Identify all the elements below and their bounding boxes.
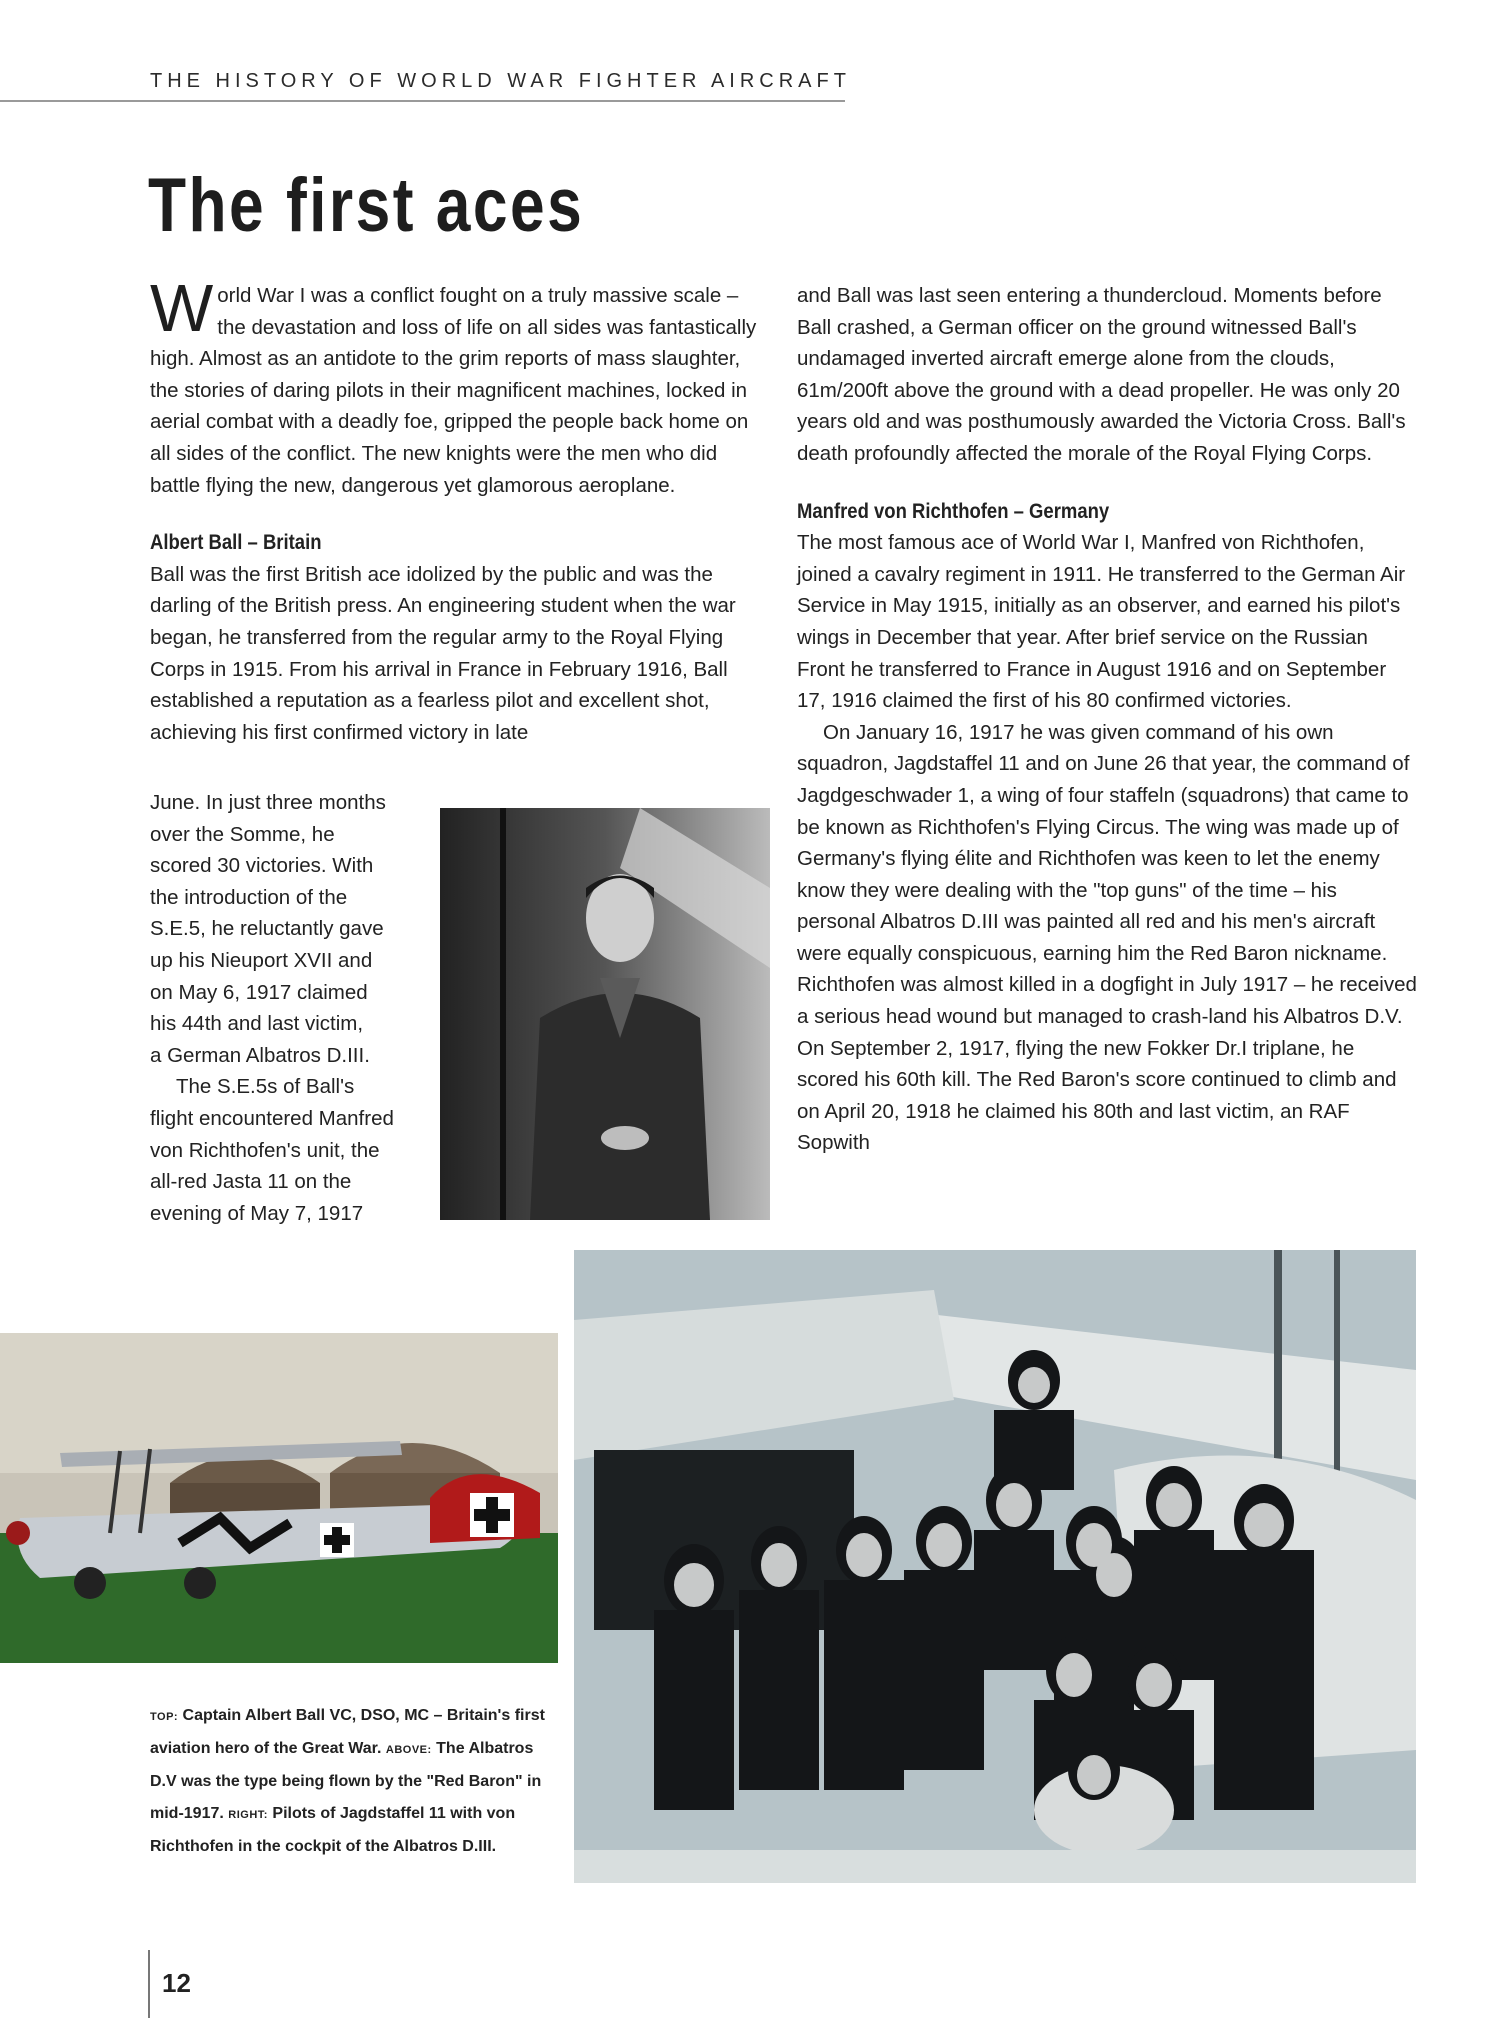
intro-text: orld War I was a conflict fought on a truly massive scale – the devastation and loss of life on all sides was fantastically high. Almost as an antidote to the grim reports of mass slaughter, the stories of daring pilots in their magnificent machines, locked in aerial combat with a deadly foe, gripped the people back home on all sides of the conflict. The new knights were the men who did battle flying the new, dangerous yet glamorous aeroplane.	[150, 284, 757, 497]
text-line: S.E.5, he reluctantly gave	[150, 917, 384, 941]
text-line: on May 6, 1917 claimed	[150, 980, 368, 1004]
text-line: up his Nieuport XVII and	[150, 948, 373, 972]
page-number: 12	[162, 1968, 191, 1998]
caption-label-right: RIGHT:	[228, 1809, 268, 1821]
text-line: his 44th and last victim,	[150, 1012, 364, 1036]
jasta11-group-photo	[574, 1250, 1416, 1883]
folio-rule	[148, 1950, 150, 2018]
ball-heading: Albert Ball – Britain	[150, 531, 322, 555]
richthofen-paragraph-2: On January 16, 1917 he was given command of his own squadron, Jagdstaffel 11 and on June 26 that year, the command of Jagdgeschwader 1, a wing of four staffeln (squadrons) that came to be known as Richthofen's Flying Circus. The wing was made up of Germany's flying élite and Richthofen was keen to let the enemy know they were dealing with the "top guns" of the time – his personal Albatros D.III was painted all red and his men's aircraft were equally conspicuous, earning him the Red Baron nickname. Richthofen was almost killed in a dogfight in July 1917 – he received a serious head wound but managed to crash-land his Albatros D.V. On September 2, 1917, flying the new Fokker Dr.I triplane, he scored his 60th kill. The Red Baron's score continued to climb and on April 20, 1918 he claimed his 80th and last victim, an RAF Sopwith	[797, 720, 1417, 1155]
caption-text-right: Pilots of Jagdstaffel 11 with von Richthofen in the cockpit of the Albatros D.III.	[150, 1805, 516, 1855]
caption-label-top: TOP:	[150, 1711, 179, 1723]
text-line: von Richthofen's unit, the	[150, 1138, 380, 1162]
intro-paragraph	[150, 271, 772, 501]
header-rule	[0, 100, 845, 102]
text-line: scored 30 victories. With	[150, 854, 374, 878]
left-column	[150, 271, 772, 748]
caption-label-above: ABOVE:	[385, 1744, 432, 1756]
text-line: over the Somme, he	[150, 822, 335, 846]
richthofen-paragraph-1: The most famous ace of World War I, Manfred von Richthofen, joined a cavalry regiment in 1911. He transferred to the German Air Service in May 1915, initially as an observer, and earned his pilot's wings in December that year. After brief service on the Russian Front he transferred to France in August 1916 and on September 17, 1916 claimed the first of his 80 confirmed victories.	[797, 531, 1406, 713]
ball-narrow-column	[150, 787, 420, 1229]
text-line: the introduction of the	[150, 885, 348, 909]
text-line: The S.E.5s of Ball's	[176, 1075, 355, 1099]
text-line: June. In just three months	[150, 791, 386, 814]
text-line: flight encountered Manfred	[150, 1106, 394, 1130]
portrait-illustration	[440, 808, 770, 1220]
richthofen-heading: Manfred von Richthofen – Germany	[797, 499, 1110, 523]
albatros-photo	[0, 1333, 558, 1663]
text-line: all-red Jasta 11 on the	[150, 1170, 352, 1194]
text-line: a German Albatros D.III.	[150, 1043, 370, 1067]
caption-text-above: The Albatros D.V was the type being flown by the "Red Baron" in mid-1917.	[150, 1740, 542, 1822]
drop-cap: W	[150, 271, 214, 346]
page-title: The first aces	[148, 163, 585, 248]
running-head: THE HISTORY OF WORLD WAR FIGHTER AIRCRAFT	[150, 70, 851, 92]
group-illustration	[574, 1250, 1416, 1883]
right-column	[797, 280, 1417, 1159]
photo-caption	[150, 1700, 550, 1863]
albatros-illustration	[0, 1333, 558, 1663]
ball-continued-paragraph: and Ball was last seen entering a thundercloud. Moments before Ball crashed, a German officer on the ground witnessed Ball's undamaged inverted aircraft emerge alone from the clouds, 61m/200ft above the ground with a dead propeller. He was only 20 years old and was posthumously awarded the Victoria Cross. Ball's death profoundly affected the morale of the Royal Flying Corps.	[797, 284, 1406, 465]
ball-portrait-photo	[440, 808, 770, 1220]
caption-text-top: Captain Albert Ball VC, DSO, MC – Britain's first aviation hero of the Great War.	[150, 1707, 545, 1757]
ball-paragraph-1: Ball was the first British ace idolized by the public and was the darling of the British press. An engineering student when the war began, he transferred from the regular army to the Royal Flying Corps in 1915. From his arrival in France in February 1916, Ball established a reputation as a fearless pilot and excellent shot, achieving his first confirmed victory in late	[150, 562, 736, 744]
text-line: evening of May 7, 1917	[150, 1201, 364, 1225]
